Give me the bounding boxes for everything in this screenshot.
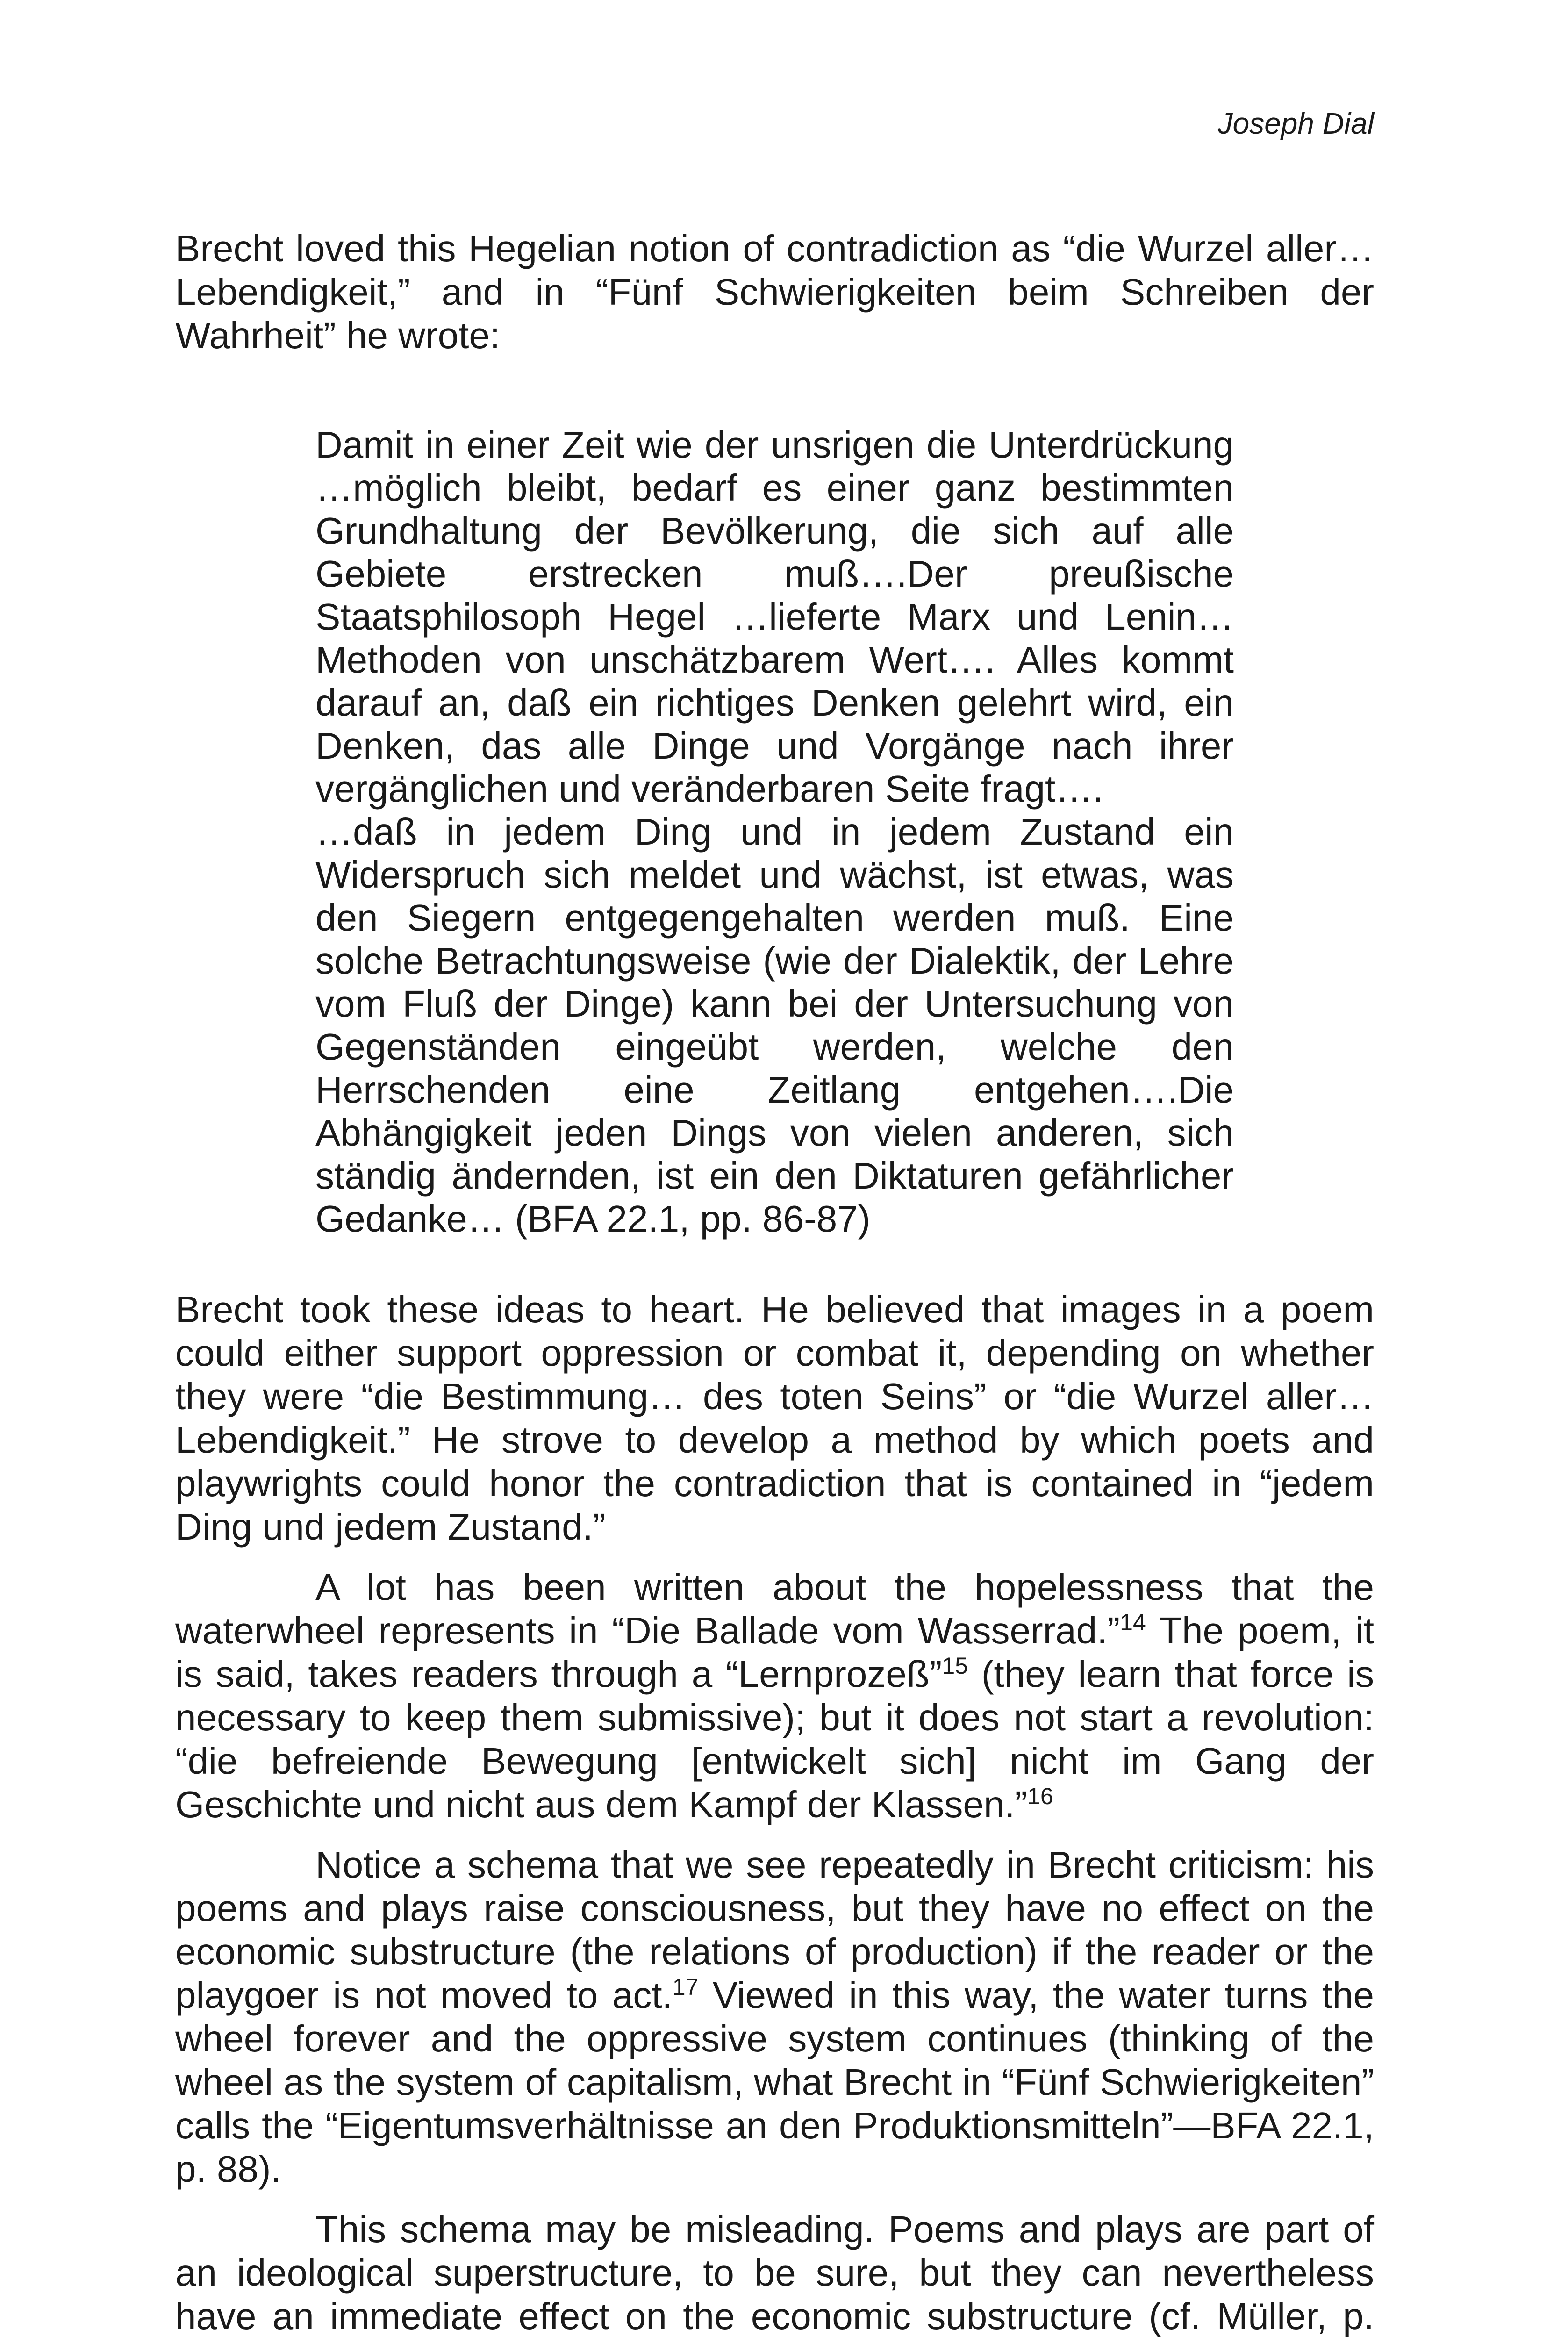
- block-quote: [315, 423, 1234, 1240]
- quote-paragraph-2: …daß in jedem Ding und in jedem Zustand ein Widerspruch sich meldet und wächst, ist etwas, was den Siegern entgegengehalten werden muß. Eine solche Betrachtungsweise (wie der Dialektik, der Lehre vom Fluß der Dinge) kann bei der Untersuchung von Gegenständen eingeübt werden, welche den Herrschenden eine Zeitlang entgehen….Die Abhängigkeit jeden Dings von vielen anderen, sich ständig ändernden, ist ein den Diktaturen gefährlicher Gedanke… (BFA 22.1, pp. 86-87): [315, 811, 1234, 1240]
- body-paragraph-1: Brecht took these ideas to heart. He believed that images in a poem could either support oppression or combat it, depending on whether they were “die Bestimmung… des toten Seins” or “die Wurzel aller… Lebendigkeit.” He strove to develop a method by which poets and playwrights could honor the contradiction that is contained in “jedem Ding und jedem Zustand.”: [175, 1289, 1374, 1548]
- intro-text: Brecht loved this Hegelian notion of contradiction as “die Wurzel aller… Lebendigkeit,” and in “Fünf Schwierigkeiten beim Schreiben der Wahrheit” he wrote:: [175, 228, 1374, 356]
- body-paragraph-2-part-b: The poem, it is said, takes readers through a “Lernprozeß”: [175, 1610, 1374, 1695]
- quote-paragraph-1: Damit in einer Zeit wie der unsrigen die Unterdrückung …möglich bleibt, bedarf es einer ganz bestimmten Grundhaltung der Bevölkerung, die sich auf alle Gebiete erstrecken muß….Der preußische Staatsphilosoph Hegel …lieferte Marx und Lenin… Methoden von unschätzbarem Wert…. Alles kommt darauf an, daß ein richtiges Denken gelehrt wird, ein Denken, das alle Dinge und Vorgänge nach ihrer vergänglichen und veränderbaren Seite fragt….: [315, 424, 1234, 810]
- body-paragraph-2: [175, 1565, 1374, 1826]
- footnote-marker-15: 15: [942, 1653, 968, 1679]
- footnote-marker-14: 14: [1120, 1609, 1146, 1635]
- intro-paragraph: [175, 227, 1374, 357]
- footnote-marker-16: 16: [1027, 1783, 1053, 1809]
- footnote-marker-17: 17: [672, 1974, 699, 2000]
- body-paragraph-2-part-c: (they learn that force is necessary to keep them submissive); but it does not start a revolution: “die befreiende Bewegung [entwickelt sich] nicht im Gang der Geschichte und nicht aus dem Kampf der Klassen.”: [175, 1653, 1375, 1825]
- body-text: [175, 1288, 1374, 2337]
- body-paragraph-3: [175, 1843, 1374, 2191]
- body-paragraph-3-part-a: Notice a schema that we see repeatedly in Brecht criticism: his poems and plays raise consciousness, but they have no effect on the economic substructure (the relations of production) if the reader or the playgoer is not moved to act.: [175, 1844, 1374, 2016]
- running-head: Joseph Dial: [1217, 107, 1374, 140]
- body-paragraph-3-part-b: Viewed in this way, the water turns the wheel forever and the oppressive system continues (thinking of the wheel as the system of capitalism, what Brecht in “Fünf Schwierigkeiten” calls the “Eigentumsverhältnisse an den Produktionsmitteln”—BFA 22.1, p. 88).: [175, 1974, 1374, 2190]
- body-paragraph-4: This schema may be misleading. Poems and plays are part of an ideological superstructure, to be sure, but they can nevertheless have an immediate effect on the economic substructure (cf. Müller, p.: [175, 2208, 1374, 2337]
- body-paragraph-2-part-a: A lot has been written about the hopelessness that the waterwheel represents in “Die Ballade vom Wasserrad.”: [175, 1566, 1374, 1651]
